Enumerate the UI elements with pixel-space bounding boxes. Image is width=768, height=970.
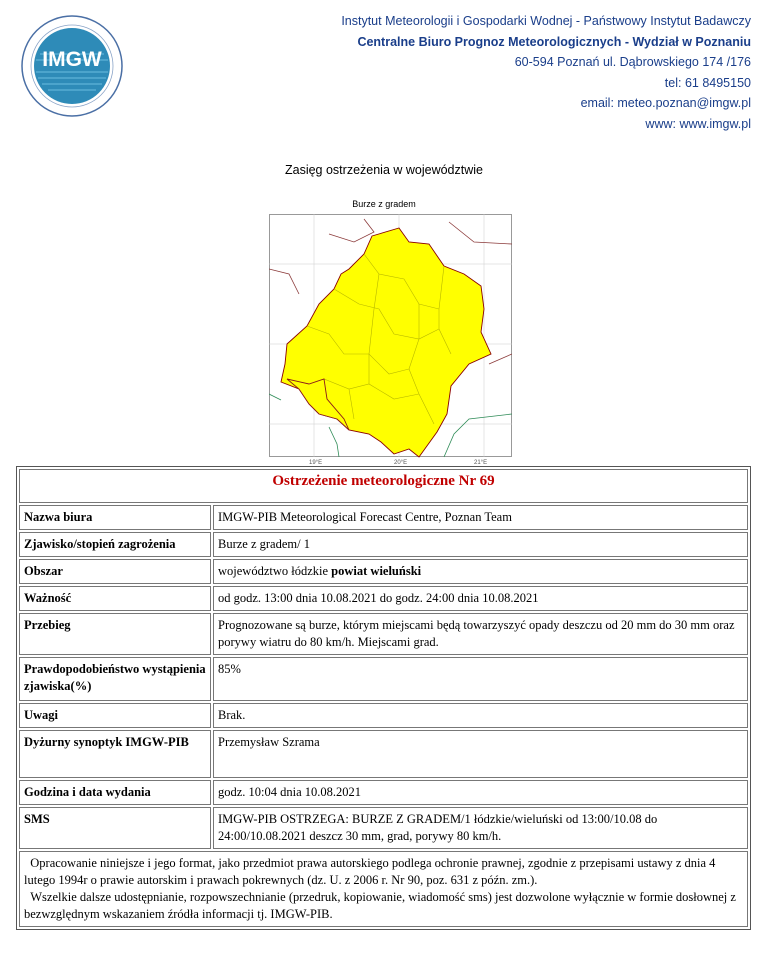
row-label: Dyżurny synoptyk IMGW-PIB bbox=[19, 730, 211, 778]
row-value: Przemysław Szrama bbox=[213, 730, 748, 778]
copyright-notice bbox=[19, 851, 748, 927]
row-label: Prawdopodobieństwo wystąpienia zjawiska(%) bbox=[19, 657, 211, 701]
table-row bbox=[19, 505, 748, 530]
region-county: powiat wieluński bbox=[331, 564, 422, 578]
phone: tel: 61 8495150 bbox=[664, 75, 751, 90]
website: www: www.imgw.pl bbox=[645, 116, 751, 131]
email: email: meteo.poznan@imgw.pl bbox=[580, 96, 751, 110]
row-label: Zjawisko/stopień zagrożenia bbox=[19, 532, 211, 557]
table-row bbox=[19, 586, 748, 611]
row-value: godz. 10:04 dnia 10.08.2021 bbox=[213, 780, 748, 805]
table-row bbox=[19, 703, 748, 728]
svg-text:20°E: 20°E bbox=[394, 460, 408, 464]
row-value: Prognozowane są burze, którym miejscami będą towarzyszyć opady deszczu od 20 mm do 30 mm oraz porywy wiatru do 80 km/h. Miejscami grad. bbox=[213, 613, 748, 655]
logo-text: IMGW bbox=[42, 48, 102, 71]
svg-text:19°E: 19°E bbox=[309, 460, 323, 464]
table-row bbox=[19, 613, 748, 655]
table-row bbox=[19, 657, 748, 701]
warning-range-map bbox=[269, 214, 512, 464]
row-value bbox=[213, 559, 748, 584]
row-label: Uwagi bbox=[19, 703, 211, 728]
row-value: Burze z gradem/ 1 bbox=[213, 532, 748, 557]
table-row bbox=[19, 559, 748, 584]
row-value: IMGW-PIB OSTRZEGA: BURZE Z GRADEM/1 łódzkie/wieluński od 13:00/10.08 do 24:00/10.08.2021 deszcz 30 mm, grad, porywy 80 km/h. bbox=[213, 807, 748, 849]
address: 60-594 Poznań ul. Dąbrowskiego 174 /176 bbox=[514, 55, 751, 69]
row-label: SMS bbox=[19, 807, 211, 849]
redistribution-paragraph: Wszelkie dalsze udostępnianie, rozpowszechnianie (przedruk, kopiowanie, wiadomość sms) jest dozwolone wyłącznie w formie dosłownej z bezwzględnym wskazaniem źródła informacji tj. IMGW-PIB. bbox=[24, 890, 736, 921]
institute-header bbox=[341, 11, 751, 134]
table-row bbox=[19, 807, 748, 849]
warning-title: Ostrzeżenie meteorologiczne Nr 69 bbox=[19, 469, 748, 503]
row-label: Ważność bbox=[19, 586, 211, 611]
office-name: Centralne Biuro Prognoz Meteorologicznych - Wydział w Poznaniu bbox=[357, 34, 751, 49]
row-label: Godzina i data wydania bbox=[19, 780, 211, 805]
row-value: od godz. 13:00 dnia 10.08.2021 do godz. 24:00 dnia 10.08.2021 bbox=[213, 586, 748, 611]
table-row bbox=[19, 730, 748, 778]
map-caption: Burze z gradem bbox=[352, 199, 416, 209]
imgw-logo bbox=[20, 14, 124, 118]
institute-name: Instytut Meteorologii i Gospodarki Wodnej - Państwowy Instytut Badawczy bbox=[341, 14, 751, 28]
copyright-paragraph: Opracowanie niniejsze i jego format, jako przedmiot prawa autorskiego podlega ochronie prawnej, zgodnie z przepisami ustawy z dnia 4 lutego 1994r o prawie autorskim i prawach pokrewnych (dz. U. z 2006 r. Nr 90, poz. 631 z późn. zm.). bbox=[24, 856, 716, 887]
row-value: IMGW-PIB Meteorological Forecast Centre, Poznan Team bbox=[213, 505, 748, 530]
row-label: Obszar bbox=[19, 559, 211, 584]
table-row bbox=[19, 780, 748, 805]
table-row bbox=[19, 532, 748, 557]
row-label: Nazwa biura bbox=[19, 505, 211, 530]
warning-table bbox=[16, 466, 751, 930]
svg-text:21°E: 21°E bbox=[474, 460, 488, 464]
region-voivodeship: województwo łódzkie bbox=[218, 564, 329, 578]
row-label: Przebieg bbox=[19, 613, 211, 655]
map-section-title: Zasięg ostrzeżenia w województwie bbox=[284, 163, 483, 177]
row-value: 85% bbox=[213, 657, 748, 701]
row-value: Brak. bbox=[213, 703, 748, 728]
